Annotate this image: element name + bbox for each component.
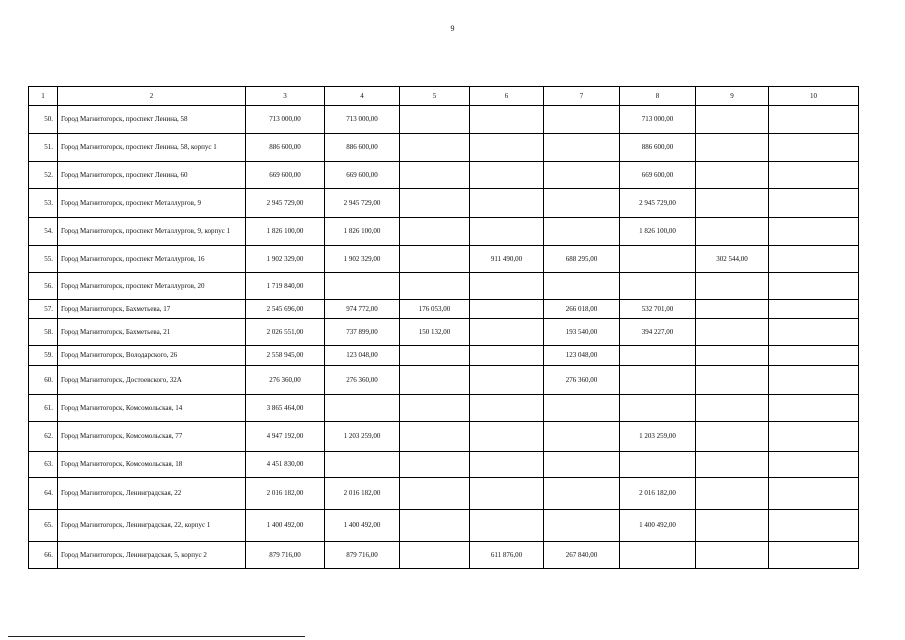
amount-cell: 3 865 464,00 xyxy=(246,395,325,422)
amount-cell xyxy=(400,246,470,273)
amount-cell xyxy=(769,542,859,569)
amount-cell xyxy=(400,189,470,218)
table-row xyxy=(29,162,859,189)
amount-cell: 713 000,00 xyxy=(246,106,325,134)
amount-cell xyxy=(696,478,769,510)
row-number-cell: 61. xyxy=(29,395,58,422)
amount-cell xyxy=(470,452,544,478)
amount-cell: 879 716,00 xyxy=(246,542,325,569)
row-number-cell: 58. xyxy=(29,319,58,346)
amount-cell: 611 876,00 xyxy=(470,542,544,569)
amount-cell xyxy=(620,246,696,273)
amount-cell: 176 053,00 xyxy=(400,300,470,319)
amount-cell xyxy=(620,273,696,300)
amount-cell: 150 132,00 xyxy=(400,319,470,346)
amount-cell xyxy=(769,422,859,452)
amount-cell: 532 701,00 xyxy=(620,300,696,319)
amount-cell: 276 360,00 xyxy=(246,366,325,395)
table-row xyxy=(29,319,859,346)
amount-cell xyxy=(400,452,470,478)
amount-cell: 713 000,00 xyxy=(620,106,696,134)
table-row xyxy=(29,246,859,273)
amount-cell: 1 400 492,00 xyxy=(325,510,400,542)
address-cell: Город Магнитогорск, проспект Ленина, 58 xyxy=(58,106,246,134)
amount-cell xyxy=(544,134,620,162)
amount-cell xyxy=(769,346,859,366)
address-cell: Город Магнитогорск, Ленинградская, 5, корпус 2 xyxy=(58,542,246,569)
amount-cell: 669 600,00 xyxy=(325,162,400,189)
row-number-cell: 60. xyxy=(29,366,58,395)
amount-cell xyxy=(544,422,620,452)
amount-cell xyxy=(470,422,544,452)
amount-cell xyxy=(400,218,470,246)
address-cell: Город Магнитогорск, проспект Металлургов, 20 xyxy=(58,273,246,300)
amount-cell: 974 772,00 xyxy=(325,300,400,319)
column-header: 4 xyxy=(325,87,400,106)
amount-cell: 1 719 840,00 xyxy=(246,273,325,300)
amount-cell xyxy=(325,452,400,478)
amount-cell xyxy=(470,162,544,189)
amount-cell xyxy=(470,189,544,218)
amount-cell xyxy=(769,510,859,542)
amount-cell: 1 902 329,00 xyxy=(325,246,400,273)
amount-cell xyxy=(620,346,696,366)
amount-cell: 669 600,00 xyxy=(620,162,696,189)
amount-cell xyxy=(620,366,696,395)
amount-cell: 4 947 192,00 xyxy=(246,422,325,452)
row-number-cell: 63. xyxy=(29,452,58,478)
amount-cell xyxy=(470,510,544,542)
amount-cell: 123 048,00 xyxy=(325,346,400,366)
address-cell: Город Магнитогорск, Комсомольская, 77 xyxy=(58,422,246,452)
amount-cell: 394 227,00 xyxy=(620,319,696,346)
amount-cell: 2 558 945,00 xyxy=(246,346,325,366)
amount-cell: 911 490,00 xyxy=(470,246,544,273)
row-number-cell: 54. xyxy=(29,218,58,246)
column-header: 3 xyxy=(246,87,325,106)
row-number-cell: 65. xyxy=(29,510,58,542)
column-header: 9 xyxy=(696,87,769,106)
amount-cell xyxy=(400,346,470,366)
amount-cell: 688 295,00 xyxy=(544,246,620,273)
amount-cell: 302 544,00 xyxy=(696,246,769,273)
table-row xyxy=(29,542,859,569)
amount-cell xyxy=(696,395,769,422)
address-cell: Город Магнитогорск, Комсомольская, 14 xyxy=(58,395,246,422)
amount-cell xyxy=(696,422,769,452)
amount-cell xyxy=(400,106,470,134)
amount-cell: 737 899,00 xyxy=(325,319,400,346)
amount-cell xyxy=(400,366,470,395)
amount-cell xyxy=(400,478,470,510)
address-cell: Город Магнитогорск, Комсомольская, 18 xyxy=(58,452,246,478)
amount-cell: 886 600,00 xyxy=(325,134,400,162)
amount-cell: 267 840,00 xyxy=(544,542,620,569)
amount-cell xyxy=(544,478,620,510)
amount-cell xyxy=(696,366,769,395)
amount-cell xyxy=(325,395,400,422)
column-header: 6 xyxy=(470,87,544,106)
address-cell: Город Магнитогорск, Бахметьева, 17 xyxy=(58,300,246,319)
address-cell: Город Магнитогорск, Достоевского, 32А xyxy=(58,366,246,395)
amount-cell xyxy=(696,106,769,134)
amount-cell xyxy=(470,478,544,510)
amount-cell xyxy=(696,273,769,300)
amount-cell: 1 400 492,00 xyxy=(620,510,696,542)
amount-cell: 1 826 100,00 xyxy=(246,218,325,246)
amount-cell xyxy=(769,218,859,246)
amount-cell: 1 203 259,00 xyxy=(620,422,696,452)
column-header: 5 xyxy=(400,87,470,106)
address-cell: Город Магнитогорск, Ленинградская, 22, корпус 1 xyxy=(58,510,246,542)
amount-cell xyxy=(696,134,769,162)
table-row xyxy=(29,422,859,452)
amount-cell xyxy=(696,189,769,218)
row-number-cell: 51. xyxy=(29,134,58,162)
amount-cell xyxy=(470,300,544,319)
amount-cell xyxy=(769,162,859,189)
row-number-cell: 64. xyxy=(29,478,58,510)
amount-cell: 1 400 492,00 xyxy=(246,510,325,542)
amount-cell: 1 203 259,00 xyxy=(325,422,400,452)
amount-cell: 2 545 696,00 xyxy=(246,300,325,319)
header-row xyxy=(29,87,859,106)
amount-cell: 2 016 182,00 xyxy=(325,478,400,510)
amount-cell: 4 451 830,00 xyxy=(246,452,325,478)
amount-cell xyxy=(620,395,696,422)
amount-cell: 2 016 182,00 xyxy=(246,478,325,510)
amount-cell: 886 600,00 xyxy=(620,134,696,162)
amount-cell: 276 360,00 xyxy=(325,366,400,395)
amount-cell: 2 016 182,00 xyxy=(620,478,696,510)
address-cell: Город Магнитогорск, проспект Металлургов, 9, корпус 1 xyxy=(58,218,246,246)
row-number-cell: 62. xyxy=(29,422,58,452)
amount-cell xyxy=(769,246,859,273)
address-cell: Город Магнитогорск, Ленинградская, 22 xyxy=(58,478,246,510)
table-row xyxy=(29,395,859,422)
column-header: 7 xyxy=(544,87,620,106)
amount-cell xyxy=(769,189,859,218)
amount-cell: 2 945 729,00 xyxy=(620,189,696,218)
amount-cell xyxy=(696,319,769,346)
row-number-cell: 56. xyxy=(29,273,58,300)
amount-cell xyxy=(769,134,859,162)
amount-cell xyxy=(470,346,544,366)
row-number-cell: 50. xyxy=(29,106,58,134)
address-cell: Город Магнитогорск, Бахметьева, 21 xyxy=(58,319,246,346)
table-row xyxy=(29,346,859,366)
amount-cell: 266 018,00 xyxy=(544,300,620,319)
amount-cell xyxy=(470,319,544,346)
amount-cell xyxy=(769,452,859,478)
amount-cell xyxy=(470,134,544,162)
amount-cell xyxy=(544,395,620,422)
amount-cell xyxy=(696,542,769,569)
amount-cell xyxy=(470,218,544,246)
address-cell: Город Магнитогорск, Володарского, 26 xyxy=(58,346,246,366)
amount-cell xyxy=(696,218,769,246)
address-cell: Город Магнитогорск, проспект Ленина, 60 xyxy=(58,162,246,189)
amount-cell xyxy=(544,452,620,478)
table-row xyxy=(29,510,859,542)
amount-cell xyxy=(769,478,859,510)
amount-cell: 886 600,00 xyxy=(246,134,325,162)
amount-cell xyxy=(400,162,470,189)
column-header: 1 xyxy=(29,87,58,106)
amount-cell xyxy=(620,542,696,569)
amount-cell xyxy=(696,346,769,366)
amount-cell xyxy=(400,510,470,542)
amount-cell xyxy=(400,395,470,422)
address-cell: Город Магнитогорск, проспект Металлургов, 9 xyxy=(58,189,246,218)
address-cell: Город Магнитогорск, проспект Металлургов, 16 xyxy=(58,246,246,273)
table-row xyxy=(29,134,859,162)
row-number-cell: 57. xyxy=(29,300,58,319)
amount-cell: 713 000,00 xyxy=(325,106,400,134)
table-row xyxy=(29,300,859,319)
table-row xyxy=(29,366,859,395)
amount-cell xyxy=(470,273,544,300)
amount-cell xyxy=(544,189,620,218)
column-header: 8 xyxy=(620,87,696,106)
amount-cell xyxy=(769,273,859,300)
amount-cell xyxy=(544,162,620,189)
amount-cell: 2 945 729,00 xyxy=(325,189,400,218)
table-row xyxy=(29,106,859,134)
address-cell: Город Магнитогорск, проспект Ленина, 58, корпус 1 xyxy=(58,134,246,162)
amount-cell xyxy=(769,300,859,319)
table-row xyxy=(29,478,859,510)
amount-cell xyxy=(400,134,470,162)
amount-cell: 123 048,00 xyxy=(544,346,620,366)
amount-cell xyxy=(400,422,470,452)
amount-cell xyxy=(696,510,769,542)
amount-cell: 2 945 729,00 xyxy=(246,189,325,218)
amount-cell xyxy=(470,366,544,395)
data-table xyxy=(28,86,859,569)
amount-cell xyxy=(620,452,696,478)
amount-cell: 879 716,00 xyxy=(325,542,400,569)
amount-cell xyxy=(544,218,620,246)
amount-cell: 276 360,00 xyxy=(544,366,620,395)
amount-cell: 2 026 551,00 xyxy=(246,319,325,346)
amount-cell: 669 600,00 xyxy=(246,162,325,189)
amount-cell xyxy=(470,106,544,134)
row-number-cell: 55. xyxy=(29,246,58,273)
amount-cell: 1 826 100,00 xyxy=(325,218,400,246)
row-number-cell: 59. xyxy=(29,346,58,366)
amount-cell xyxy=(769,319,859,346)
amount-cell xyxy=(544,510,620,542)
amount-cell xyxy=(696,162,769,189)
amount-cell: 1 902 329,00 xyxy=(246,246,325,273)
amount-cell xyxy=(400,273,470,300)
amount-cell xyxy=(769,395,859,422)
amount-cell xyxy=(696,300,769,319)
table-row xyxy=(29,189,859,218)
footer-divider xyxy=(8,636,305,637)
row-number-cell: 66. xyxy=(29,542,58,569)
amount-cell xyxy=(400,542,470,569)
column-header: 10 xyxy=(769,87,859,106)
amount-cell xyxy=(470,395,544,422)
amount-cell xyxy=(769,366,859,395)
table-row xyxy=(29,218,859,246)
page-number: 9 xyxy=(450,24,455,33)
amount-cell xyxy=(544,273,620,300)
table-row xyxy=(29,273,859,300)
row-number-cell: 52. xyxy=(29,162,58,189)
amount-cell xyxy=(544,106,620,134)
amount-cell xyxy=(769,106,859,134)
amount-cell: 193 540,00 xyxy=(544,319,620,346)
table-row xyxy=(29,452,859,478)
amount-cell: 1 826 100,00 xyxy=(620,218,696,246)
row-number-cell: 53. xyxy=(29,189,58,218)
column-header: 2 xyxy=(58,87,246,106)
amount-cell xyxy=(325,273,400,300)
amount-cell xyxy=(696,452,769,478)
